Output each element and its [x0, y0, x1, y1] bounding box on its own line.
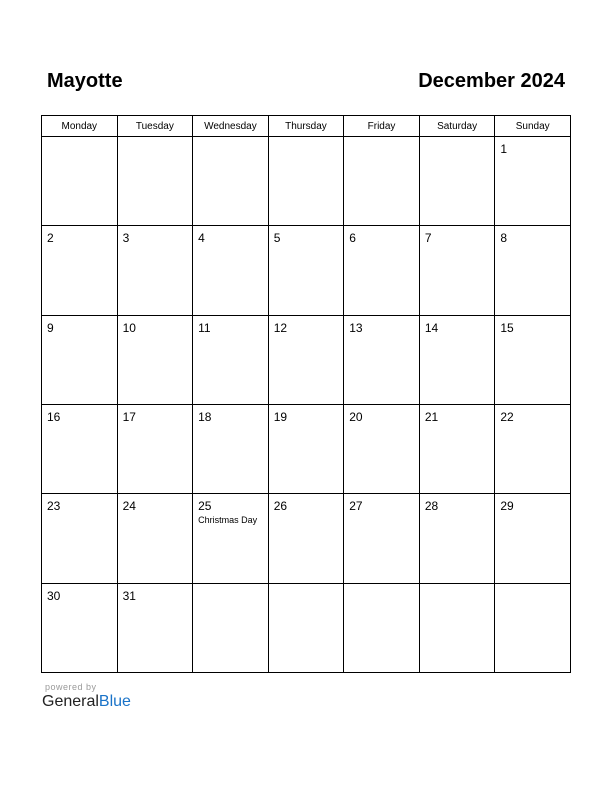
month-year-title: December 2024 — [418, 70, 565, 92]
weekday-header: Wednesday — [193, 116, 269, 137]
day-number: 21 — [424, 409, 439, 424]
week-row — [42, 226, 571, 315]
day-cell — [419, 226, 495, 315]
day-number: 31 — [122, 588, 136, 603]
day-cell — [419, 494, 495, 583]
powered-by-text: powered by — [45, 682, 97, 692]
weekday-header-row — [42, 116, 571, 137]
day-cell — [117, 315, 193, 404]
day-number: 27 — [349, 499, 363, 514]
day-number — [269, 584, 344, 589]
day-cell — [42, 226, 118, 315]
brand-general: General — [42, 693, 99, 710]
day-cell — [117, 404, 193, 493]
day-cell — [419, 137, 495, 226]
day-number: 23 — [47, 499, 61, 514]
day-cell — [419, 404, 495, 493]
region-title: Mayotte — [47, 70, 123, 92]
day-number: 10 — [122, 320, 136, 335]
brand-blue: Blue — [98, 693, 131, 710]
weekday-header: Friday — [344, 116, 420, 137]
day-number — [344, 584, 419, 589]
day-number: 15 — [500, 320, 514, 335]
day-number: 3 — [122, 231, 130, 246]
day-number: 13 — [349, 320, 363, 335]
day-cell — [344, 315, 420, 404]
day-cell — [495, 315, 571, 404]
day-number: 28 — [424, 499, 439, 514]
day-number: 26 — [273, 499, 288, 514]
day-cell — [495, 137, 571, 226]
day-cell — [344, 137, 420, 226]
week-row — [42, 494, 571, 583]
generalblue-logo[interactable] — [42, 693, 131, 711]
day-cell — [193, 315, 269, 404]
day-number — [42, 137, 117, 142]
day-number: 19 — [273, 409, 288, 424]
day-number: 6 — [349, 231, 356, 246]
day-cell — [42, 315, 118, 404]
week-row — [42, 404, 571, 493]
holiday-label: Christmas Day — [198, 515, 258, 526]
day-cell — [495, 583, 571, 672]
day-cell — [344, 494, 420, 583]
day-number: 7 — [424, 231, 432, 246]
day-number — [193, 137, 268, 142]
day-cell — [117, 494, 193, 583]
day-number: 16 — [47, 409, 61, 424]
day-cell — [495, 226, 571, 315]
day-number — [269, 137, 344, 142]
day-cell — [42, 404, 118, 493]
day-number: 1 — [500, 142, 508, 156]
day-number — [495, 584, 570, 589]
day-number: 5 — [273, 231, 281, 246]
day-cell — [344, 226, 420, 315]
day-cell — [193, 494, 269, 583]
day-cell — [419, 315, 495, 404]
day-cell — [344, 583, 420, 672]
day-number — [344, 137, 419, 142]
weekday-header: Saturday — [419, 116, 495, 137]
day-cell — [344, 404, 420, 493]
day-cell — [268, 404, 344, 493]
day-number: 4 — [198, 231, 205, 246]
day-number — [420, 584, 495, 589]
day-number: 22 — [500, 409, 514, 424]
weekday-header: Thursday — [268, 116, 344, 137]
weekday-header: Monday — [42, 116, 118, 137]
day-number: 29 — [500, 499, 514, 514]
day-cell — [495, 494, 571, 583]
day-number: 24 — [122, 499, 136, 514]
day-cell — [193, 404, 269, 493]
day-number: 12 — [273, 320, 288, 335]
footer — [42, 682, 131, 711]
day-number: 18 — [198, 409, 212, 424]
day-cell — [117, 226, 193, 315]
day-cell — [268, 583, 344, 672]
day-number: 11 — [198, 320, 211, 335]
day-number: 8 — [500, 231, 508, 246]
day-number: 9 — [47, 320, 54, 335]
day-number: 2 — [47, 231, 54, 246]
week-row — [42, 315, 571, 404]
day-number: 20 — [349, 409, 363, 424]
day-cell — [268, 137, 344, 226]
day-cell — [419, 583, 495, 672]
day-number — [420, 137, 495, 142]
day-cell — [268, 226, 344, 315]
week-row — [42, 137, 571, 226]
calendar-grid — [41, 115, 571, 673]
day-number: 30 — [47, 588, 61, 603]
day-number — [193, 584, 268, 589]
day-number — [118, 137, 193, 142]
day-cell — [42, 583, 118, 672]
day-cell — [268, 494, 344, 583]
day-number: 25 — [198, 499, 212, 514]
weekday-header: Sunday — [495, 116, 571, 137]
weekday-header: Tuesday — [117, 116, 193, 137]
day-cell — [42, 494, 118, 583]
day-cell — [193, 137, 269, 226]
day-cell — [117, 137, 193, 226]
day-cell — [42, 137, 118, 226]
day-number: 17 — [122, 409, 136, 424]
day-cell — [495, 404, 571, 493]
week-row — [42, 583, 571, 672]
day-number: 14 — [424, 320, 439, 335]
day-cell — [117, 583, 193, 672]
day-cell — [193, 226, 269, 315]
day-cell — [268, 315, 344, 404]
day-cell — [193, 583, 269, 672]
